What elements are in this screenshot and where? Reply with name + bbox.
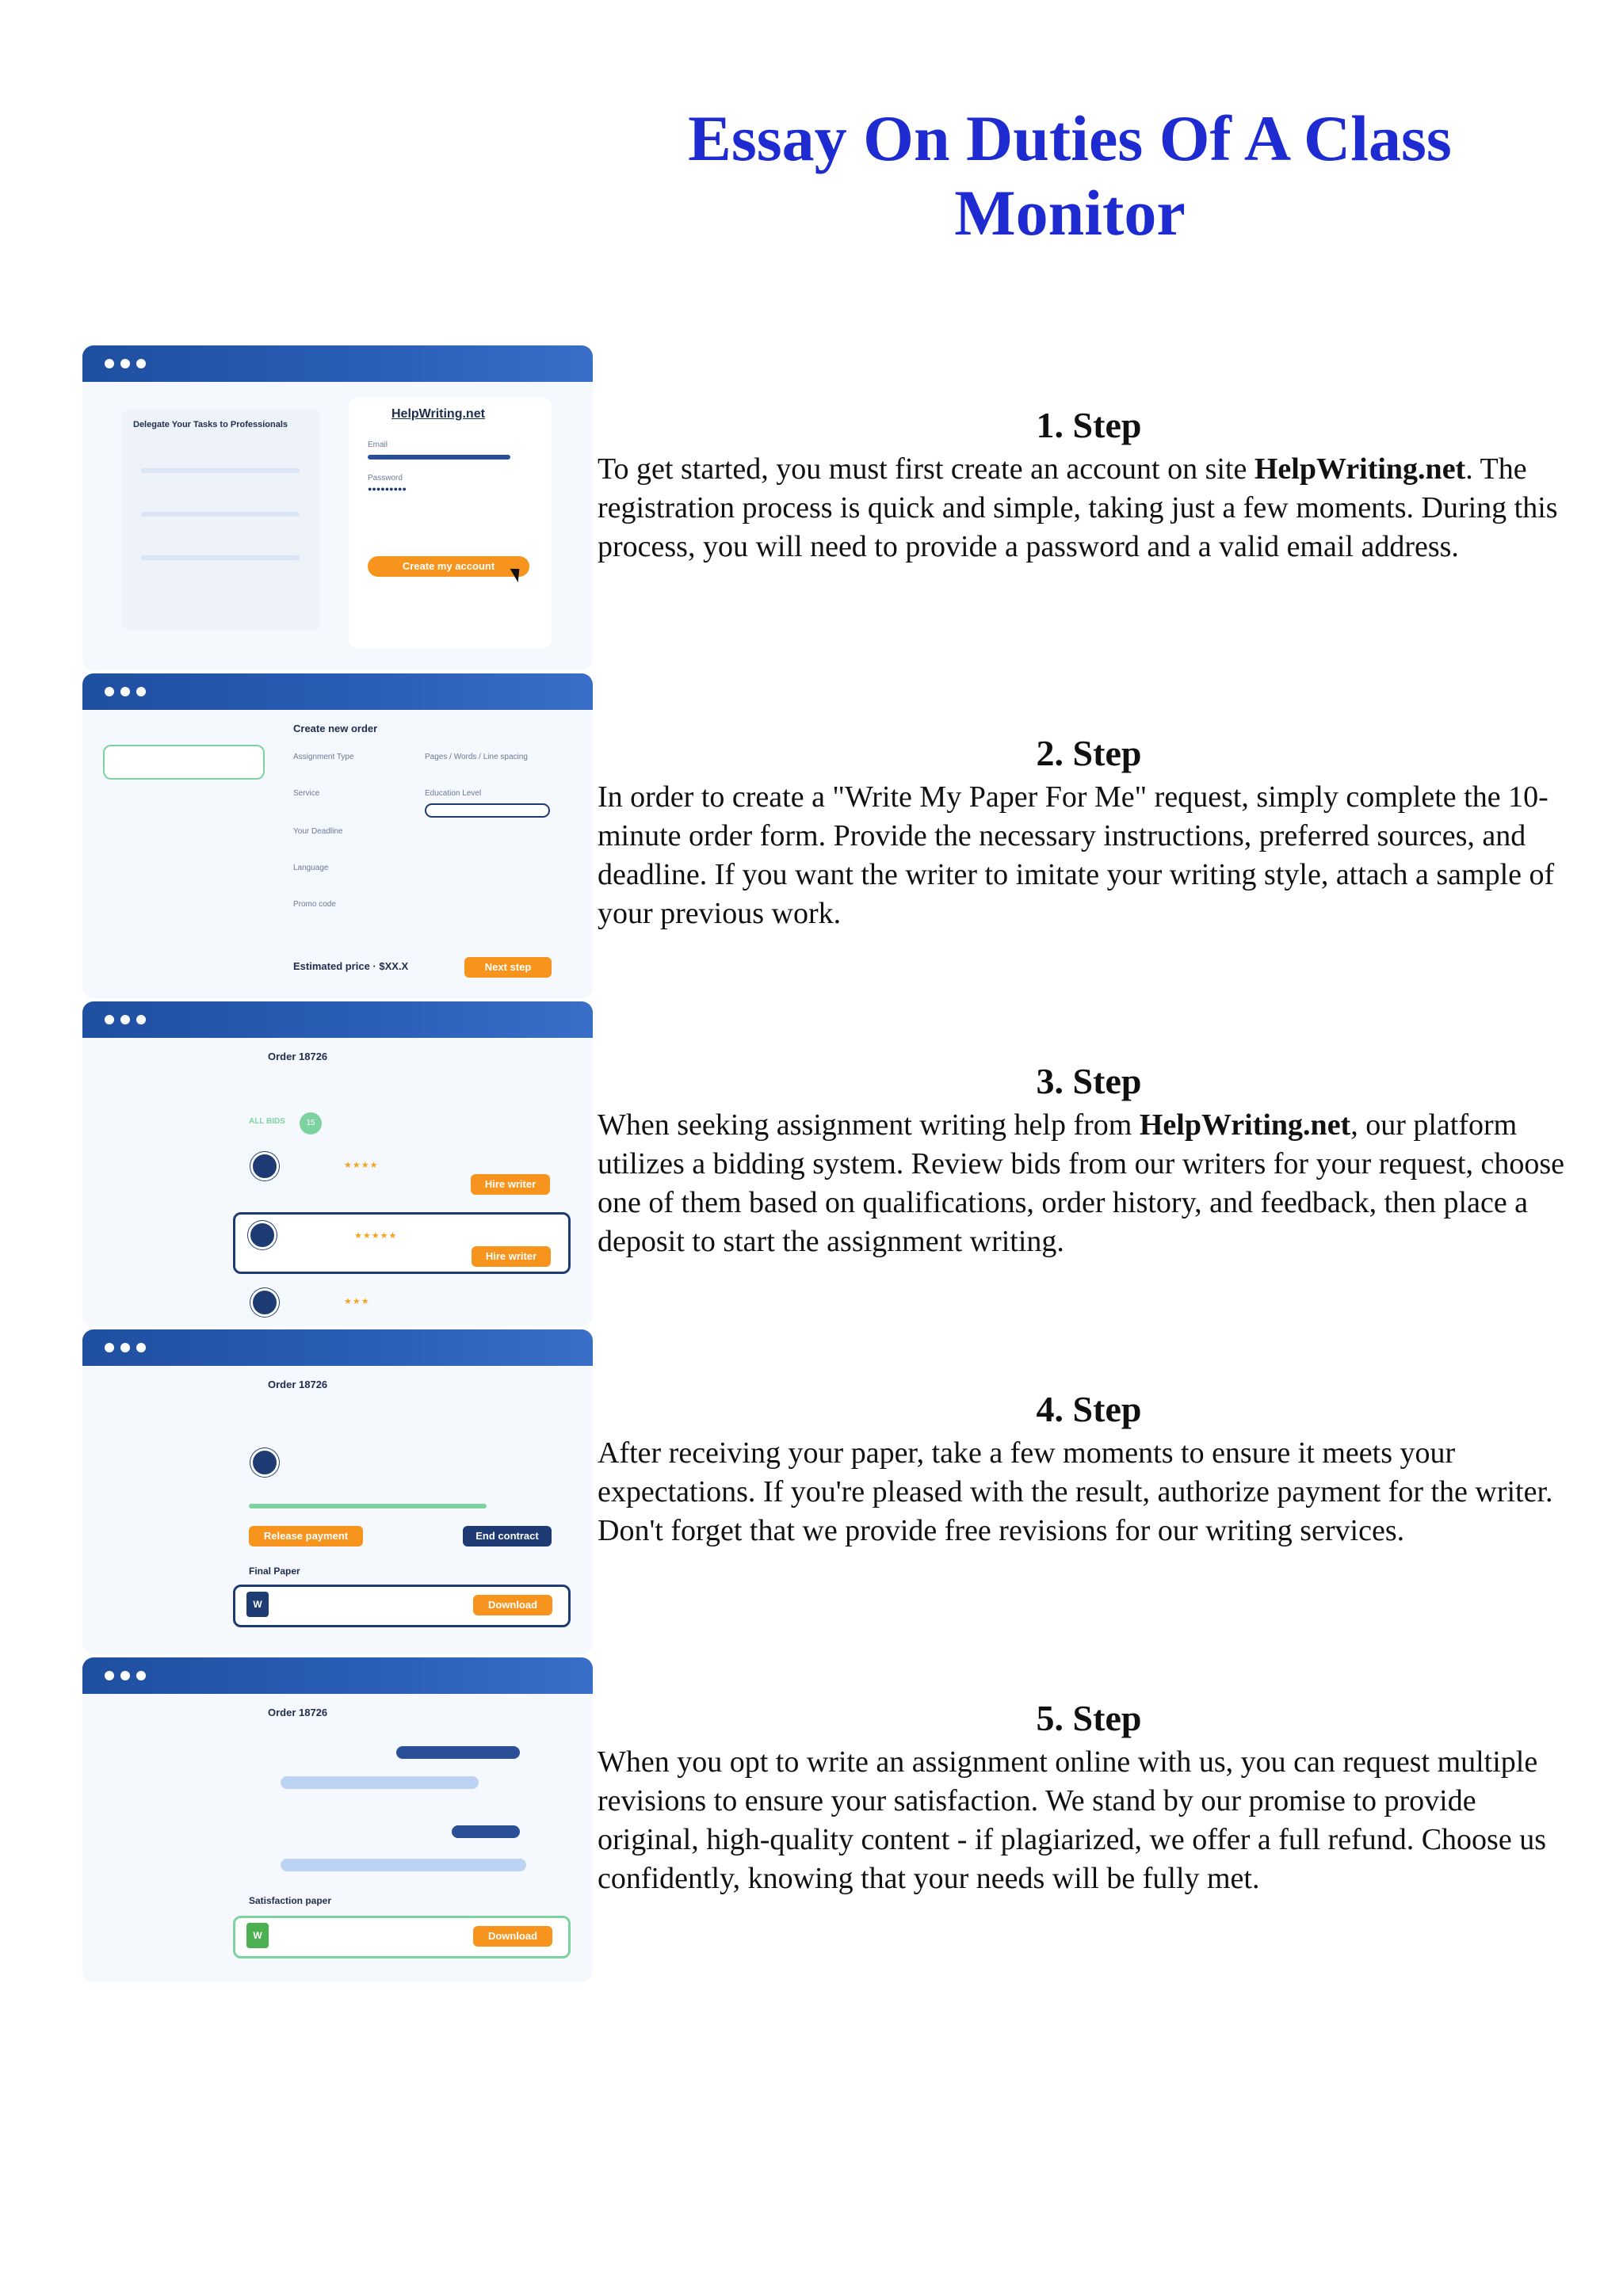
writer-avatar (250, 1288, 279, 1317)
step-body: When seeking assignment writing help from HelpWriting.net, our platform utilizes a bidding system. Review bids from our writers for your request, choose one of them based on qualifications, order history, and feedback, then place a deposit to start the assignment writing. (598, 1108, 1564, 1258)
step-5-screenshot (82, 1657, 593, 1982)
email-field[interactable] (368, 455, 510, 460)
page-title: Essay On Duties Of A Class Monitor (688, 102, 1452, 249)
email-label: Email (368, 441, 388, 449)
end-contract-button[interactable]: End contract (463, 1526, 552, 1547)
window-dots-icon (105, 686, 152, 700)
step-heading: 4. Step (1036, 1389, 1142, 1429)
satisfaction-paper-label: Satisfaction paper (249, 1895, 332, 1906)
window-dots-icon (105, 358, 152, 372)
create-account-button[interactable]: Create my account (368, 556, 529, 577)
order-number: Order 18726 (268, 1051, 328, 1062)
chat-bubble-in (281, 1859, 526, 1871)
assignment-type-label: Assignment Type (293, 753, 354, 761)
rating-stars-icon: ★★★★★ (354, 1230, 398, 1241)
step-4-screenshot (82, 1329, 593, 1654)
order-number: Order 18726 (268, 1707, 328, 1718)
download-button[interactable]: Download (473, 1595, 552, 1615)
word-file-icon: W (246, 1923, 269, 1948)
all-bids-label: ALL BIDS (249, 1117, 285, 1126)
step-3-text (598, 1060, 1580, 1261)
step-body: In order to create a "Write My Paper For Me" request, simply complete the 10-minute order form. Provide the necessary instructions, preferred sources, and deadline. If you want the writer to imitate your writing style, attach a sample of your previous work. (598, 780, 1555, 930)
chat-bubble-out (452, 1825, 520, 1838)
signup-form (349, 398, 552, 648)
final-paper-card[interactable] (233, 1585, 571, 1627)
promo-code-label: Promo code (293, 900, 336, 909)
step-3-screenshot (82, 1001, 593, 1326)
password-field[interactable]: ●●●●●●●●● (368, 485, 407, 493)
step-2-screenshot (82, 673, 593, 998)
password-label: Password (368, 474, 403, 482)
education-level-label: Education Level (425, 789, 482, 798)
delegate-title: Delegate Your Tasks to Professionals (133, 420, 288, 429)
step-1-screenshot (82, 345, 593, 670)
window-dots-icon (105, 1670, 152, 1684)
browser-bar (82, 673, 593, 710)
selected-bid-card[interactable] (233, 1212, 571, 1274)
browser-bar (82, 1001, 593, 1038)
step-body: To get started, you must first create an account on site HelpWriting.net. The registration process is quick and simple, taking just a few moments. During this process, you will need to provide a password and a valid email address. (598, 452, 1558, 563)
release-payment-button[interactable]: Release payment (249, 1526, 363, 1547)
order-number: Order 18726 (268, 1379, 328, 1390)
step-1-text (598, 404, 1580, 566)
browser-bar (82, 1657, 593, 1694)
step-heading: 2. Step (1036, 733, 1142, 773)
step-2-text (598, 732, 1580, 933)
service-label: Service (293, 789, 320, 798)
progress-bar (249, 1504, 487, 1508)
brand-link[interactable]: HelpWriting.net (1254, 452, 1466, 486)
form-title: Create new order (293, 723, 378, 734)
hire-writer-button[interactable]: Hire writer (471, 1174, 550, 1195)
brand-link[interactable]: HelpWriting.net (1139, 1108, 1351, 1142)
rating-stars-icon: ★★★ (344, 1296, 370, 1306)
language-label: Language (293, 864, 329, 872)
browser-bar (82, 345, 593, 382)
browser-bar (82, 1329, 593, 1366)
writer-avatar (250, 1448, 279, 1477)
brand-logo: HelpWriting.net (391, 407, 485, 421)
writer-avatar (250, 1152, 279, 1180)
step-heading: 5. Step (1036, 1698, 1142, 1738)
left-panel (122, 409, 320, 631)
word-file-icon: W (246, 1592, 269, 1617)
bids-count-badge: 15 (300, 1112, 322, 1135)
rating-stars-icon: ★★★★ (344, 1160, 379, 1170)
pages-label: Pages / Words / Line spacing (425, 753, 528, 761)
deadline-label: Your Deadline (293, 827, 343, 836)
hire-writer-button[interactable]: Hire writer (472, 1246, 551, 1267)
satisfaction-paper-card[interactable] (233, 1916, 571, 1958)
step-4-text (598, 1388, 1580, 1550)
final-paper-label: Final Paper (249, 1566, 300, 1577)
step-body: After receiving your paper, take a few moments to ensure it meets your expectations. If you're pleased with the result, authorize payment for the writer. Don't forget that we provide free revisions for our writing services. (598, 1436, 1553, 1547)
window-dots-icon (105, 1014, 152, 1028)
step-body: When you opt to write an assignment online with us, you can request multiple revisions to ensure your satisfaction. We stand by our promise to provide original, high-quality content - if plagiarized, we offer a full refund. Choose us confidently, knowing that your needs will be fully met. (598, 1745, 1546, 1895)
education-level-select[interactable] (425, 803, 550, 818)
step-heading: 1. Step (1036, 405, 1142, 445)
step-heading: 3. Step (1036, 1061, 1142, 1101)
chat-bubble-out (396, 1746, 520, 1759)
chat-bubble-in (281, 1776, 479, 1789)
estimated-price: Estimated price · $XX.X (293, 960, 409, 972)
step-5-text (598, 1697, 1580, 1898)
next-step-button[interactable]: Next step (464, 957, 552, 978)
writer-avatar (248, 1221, 277, 1249)
order-step-item (103, 745, 265, 780)
window-dots-icon (105, 1342, 152, 1356)
download-button[interactable]: Download (473, 1926, 552, 1947)
